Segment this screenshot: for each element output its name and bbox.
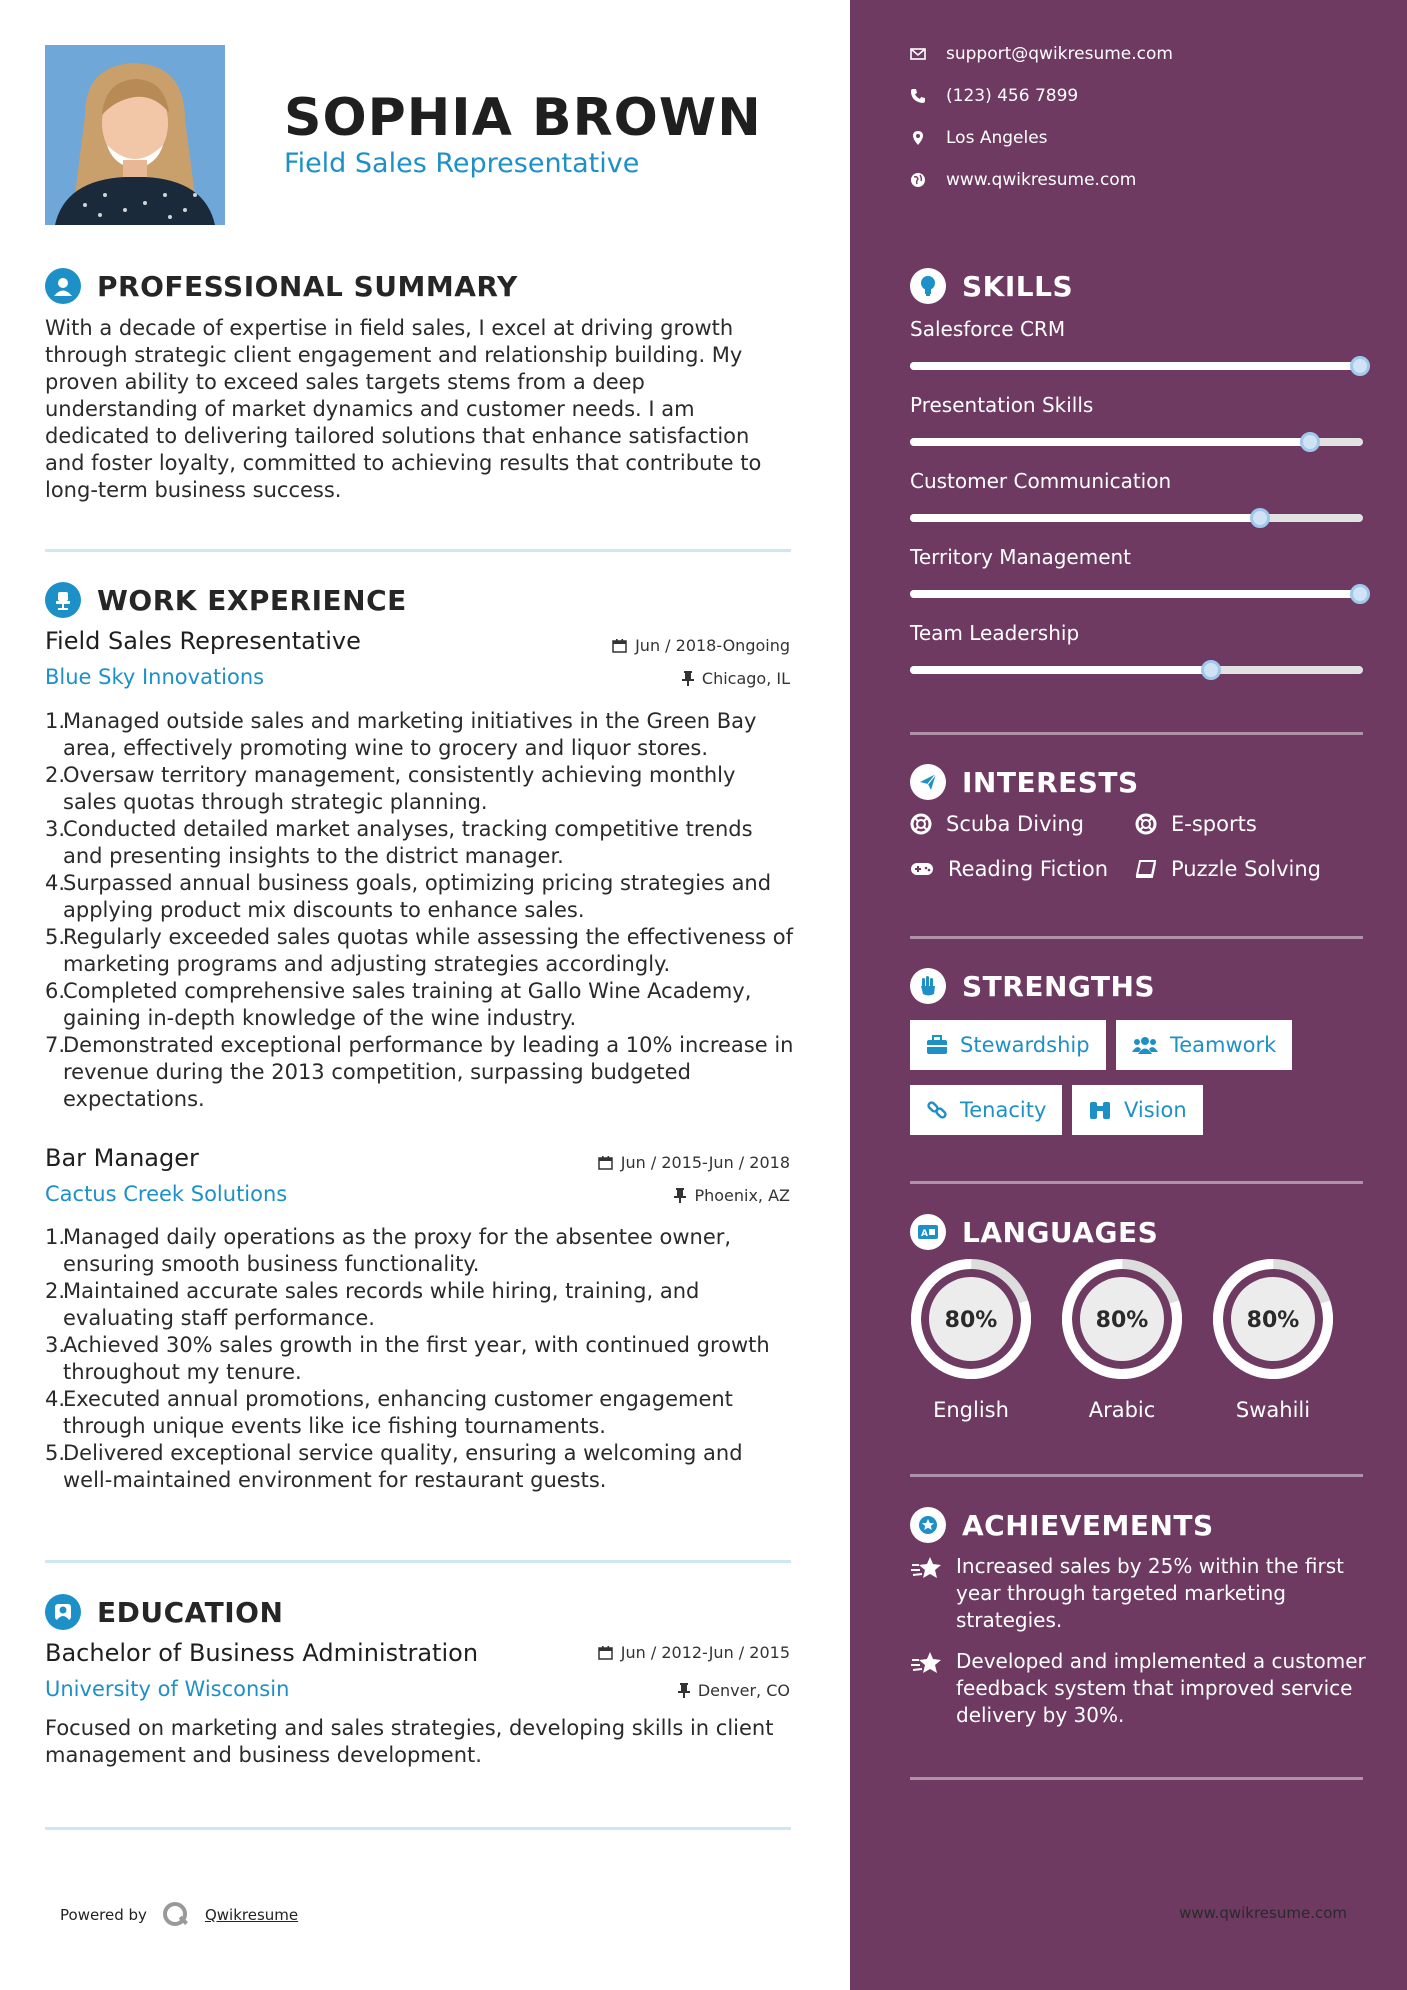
- interest-item: [1135, 857, 1321, 881]
- skill-label: Salesforce CRM: [910, 317, 1066, 341]
- lifebuoy-icon: [1135, 813, 1157, 835]
- skill-bar-knob: [1300, 432, 1320, 452]
- skill-label: Customer Communication: [910, 469, 1172, 493]
- education-text: Focused on marketing and sales strategies, developing skills in client management and business development.: [45, 1716, 774, 1767]
- achievement-text: Developed and implemented a customer feedback system that improved service delivery by 30%.: [956, 1649, 1366, 1727]
- language-name: Arabic: [1088, 1398, 1156, 1422]
- job-bullets: [45, 708, 795, 1113]
- skill-bar: [910, 514, 1363, 522]
- users-icon: [1132, 1035, 1158, 1055]
- language-percent: 80%: [1095, 1308, 1149, 1333]
- achievement-item: [910, 1648, 1370, 1729]
- graduate-icon: [45, 1594, 81, 1630]
- contact-website[interactable]: [910, 170, 1136, 190]
- interest-item: [1135, 812, 1257, 836]
- divider: [910, 1777, 1363, 1780]
- divider: [910, 1474, 1363, 1477]
- globe-icon: [910, 172, 926, 188]
- skills-heading: [910, 268, 1073, 304]
- book-icon: [1135, 859, 1157, 879]
- qwikresume-logo-icon: [161, 1900, 191, 1930]
- job-bullets: [45, 1224, 795, 1494]
- sidebar: [850, 0, 1407, 1990]
- list-item: 1. Managed outside sales and marketing initiatives in the Green Bay area, effectively promoting wine to grocery and liquor stores.: [45, 709, 757, 760]
- interest-label: Scuba Diving: [946, 812, 1084, 836]
- lifebuoy-icon: [910, 813, 932, 835]
- list-item: 2. Oversaw territory management, consistently achieving monthly sales quotas through strategic planning.: [45, 763, 736, 814]
- languages-title: LANGUAGES: [962, 1215, 1159, 1249]
- list-item: 3. Achieved 30% sales growth in the first year, with continued growth throughout my tenure.: [45, 1333, 770, 1384]
- list-item: 4. Executed annual promotions, enhancing customer engagement through unique events like ice fishing tournaments.: [45, 1387, 733, 1438]
- language-ring: [1061, 1258, 1183, 1380]
- skill-bar-fill: [910, 438, 1313, 446]
- divider: [45, 549, 791, 552]
- contact-location-text: Los Angeles: [946, 128, 1048, 148]
- strength-tag: [910, 1085, 1062, 1135]
- language-percent: 80%: [1246, 1308, 1300, 1333]
- strength-tag: [1072, 1085, 1203, 1135]
- list-item: 1. Managed daily operations as the proxy for the absentee owner, ensuring smooth business functionality.: [45, 1225, 732, 1276]
- divider: [910, 732, 1363, 735]
- contact-email-text: support@qwikresume.com: [946, 44, 1173, 64]
- envelope-icon: [910, 47, 926, 61]
- contact-email[interactable]: [910, 44, 1173, 64]
- strength-tag: [910, 1020, 1106, 1070]
- badge-star-icon: [910, 1507, 946, 1543]
- list-item: 4. Surpassed annual business goals, optimizing pricing strategies and applying product mix discounts to enhance sales.: [45, 871, 772, 922]
- job-date: [612, 636, 790, 655]
- strength-tag: [1116, 1020, 1292, 1070]
- school-name: University of Wisconsin: [45, 1677, 290, 1701]
- education-location-text: Denver, CO: [697, 1681, 790, 1700]
- shooting-star-icon: [910, 1555, 944, 1581]
- strength-label: Stewardship: [960, 1033, 1090, 1057]
- binoculars-icon: [1088, 1100, 1112, 1120]
- pin-icon: [682, 671, 694, 686]
- pin-icon: [678, 1683, 690, 1698]
- skill-bar-fill: [910, 666, 1214, 674]
- calendar-icon: [612, 638, 627, 653]
- user-circle-icon: [45, 268, 81, 304]
- strength-label: Tenacity: [960, 1098, 1047, 1122]
- languages-heading: [910, 1214, 1158, 1250]
- interest-label: E-sports: [1171, 812, 1257, 836]
- skill-bar-knob: [1201, 660, 1221, 680]
- briefcase-chair-icon: [45, 582, 81, 618]
- paper-plane-icon: [910, 764, 946, 800]
- gamepad-icon: [910, 861, 934, 877]
- contact-phone[interactable]: [910, 86, 1078, 106]
- hand-icon: [910, 968, 946, 1004]
- achievement-text: Increased sales by 25% within the first year through targeted marketing strategies.: [956, 1554, 1344, 1632]
- calendar-icon: [598, 1645, 613, 1660]
- job-title: Bar Manager: [45, 1144, 199, 1172]
- candidate-name: SOPHIA BROWN: [284, 88, 762, 148]
- candidate-title: Field Sales Representative: [284, 148, 640, 179]
- language-name: English: [933, 1398, 1009, 1422]
- list-item: 3. Conducted detailed market analyses, tracking competitive trends and presenting insights to the district manager.: [45, 817, 753, 868]
- interest-item: [910, 857, 1108, 881]
- education-heading: [45, 1594, 283, 1630]
- calendar-icon: [598, 1155, 613, 1170]
- svg-text:A: A: [921, 1229, 928, 1239]
- achievements-title: ACHIEVEMENTS: [962, 1508, 1214, 1542]
- achievements-heading: [910, 1507, 1214, 1543]
- skill-label: Territory Management: [910, 545, 1132, 569]
- list-item: 5. Regularly exceeded sales quotas while assessing the effectiveness of marketing programs and adjusting strategies accordingly.: [45, 925, 794, 976]
- experience-heading: [45, 582, 407, 618]
- skill-bar-fill: [910, 590, 1363, 598]
- company-name: Blue Sky Innovations: [45, 665, 265, 689]
- skill-bar-fill: [910, 514, 1263, 522]
- lightbulb-icon: [910, 268, 946, 304]
- location-icon: [910, 130, 926, 146]
- divider: [45, 1827, 791, 1830]
- contact-phone-text: (123) 456 7899: [946, 86, 1079, 106]
- summary-text: With a decade of expertise in field sales, I excel at driving growth through strategic client engagement and relationship building. My proven ability to exceed sales targets stems from a deep understanding of market dynamics and customer needs. I am dedicated to delivering tailored solutions that enhance satisfaction and foster loyalty, committed to achieving results that contribute to long-term business success.: [45, 316, 762, 502]
- language-percent: 80%: [944, 1308, 998, 1333]
- qwikresume-link[interactable]: Qwikresume: [204, 1906, 299, 1924]
- language-item: [910, 1258, 1032, 1422]
- experience-title: WORK EXPERIENCE: [97, 583, 407, 617]
- skill-bar-knob: [1350, 584, 1370, 604]
- job-date: [598, 1153, 790, 1172]
- degree-title: Bachelor of Business Administration: [45, 1639, 479, 1667]
- profile-photo: [45, 45, 225, 225]
- skill-bar-knob: [1350, 356, 1370, 376]
- link-icon: [926, 1099, 948, 1121]
- job-location: [682, 669, 790, 688]
- job-date-text: Jun / 2018-Ongoing: [635, 636, 790, 655]
- skill-label: Team Leadership: [910, 621, 1080, 645]
- list-item: 2. Maintained accurate sales records while hiring, training, and evaluating staff performance.: [45, 1279, 700, 1330]
- interest-label: Reading Fiction: [948, 857, 1109, 881]
- interests-title: INTERESTS: [962, 765, 1139, 799]
- skill-bar: [910, 590, 1363, 598]
- powered-by-text: Powered by: [60, 1906, 147, 1924]
- contact-location: [910, 128, 1048, 148]
- job-date-text: Jun / 2015-Jun / 2018: [620, 1153, 790, 1172]
- interest-label: Puzzle Solving: [1171, 857, 1321, 881]
- job-title: Field Sales Representative: [45, 627, 361, 655]
- strengths-title: STRENGTHS: [962, 969, 1156, 1003]
- briefcase-icon: [926, 1035, 948, 1055]
- list-item: 7. Demonstrated exceptional performance by leading a 10% increase in revenue during the 2013 competition, surpassing budgeted expectations.: [45, 1033, 794, 1111]
- skill-bar-knob: [1250, 508, 1270, 528]
- strength-label: Teamwork: [1170, 1033, 1277, 1057]
- language-ring: [1212, 1258, 1334, 1380]
- strengths-heading: [910, 968, 1155, 1004]
- powered-by: [60, 1900, 298, 1930]
- phone-icon: [910, 88, 926, 104]
- education-title: EDUCATION: [97, 1595, 284, 1629]
- summary-heading: [45, 268, 518, 304]
- education-location: [678, 1681, 790, 1700]
- language-item: [1061, 1258, 1183, 1422]
- language-item: [1212, 1258, 1334, 1422]
- summary-title: PROFESSIONAL SUMMARY: [97, 269, 518, 303]
- contact-website-text: www.qwikresume.com: [946, 170, 1137, 190]
- achievement-item: [910, 1553, 1370, 1634]
- skill-bar-fill: [910, 362, 1363, 370]
- skill-label: Presentation Skills: [910, 393, 1094, 417]
- language-name: Swahili: [1235, 1398, 1311, 1422]
- divider: [910, 936, 1363, 939]
- education-date: [598, 1643, 790, 1662]
- skill-bar: [910, 362, 1363, 370]
- skills-title: SKILLS: [962, 269, 1074, 303]
- divider: [45, 1560, 791, 1563]
- pin-icon: [674, 1188, 686, 1203]
- interest-item: [910, 812, 1084, 836]
- job-location-text: Phoenix, AZ: [694, 1186, 790, 1205]
- job-location-text: Chicago, IL: [701, 669, 790, 688]
- footer-website[interactable]: www.qwikresume.com: [1179, 1904, 1347, 1922]
- interests-heading: [910, 764, 1139, 800]
- education-date-text: Jun / 2012-Jun / 2015: [620, 1643, 790, 1662]
- shooting-star-icon: [910, 1650, 944, 1676]
- company-name: Cactus Creek Solutions: [45, 1182, 288, 1206]
- divider: [910, 1181, 1363, 1184]
- list-item: 5. Delivered exceptional service quality, ensuring a welcoming and well-maintained environment for restaurant guests.: [45, 1441, 743, 1492]
- list-item: 6. Completed comprehensive sales training at Gallo Wine Academy, gaining in-depth knowledge of the wine industry.: [45, 979, 752, 1030]
- skill-bar: [910, 666, 1363, 674]
- strength-label: Vision: [1124, 1098, 1187, 1122]
- language-ring: [910, 1258, 1032, 1380]
- job-location: [674, 1186, 790, 1205]
- skill-bar: [910, 438, 1363, 446]
- language-icon: [910, 1214, 946, 1250]
